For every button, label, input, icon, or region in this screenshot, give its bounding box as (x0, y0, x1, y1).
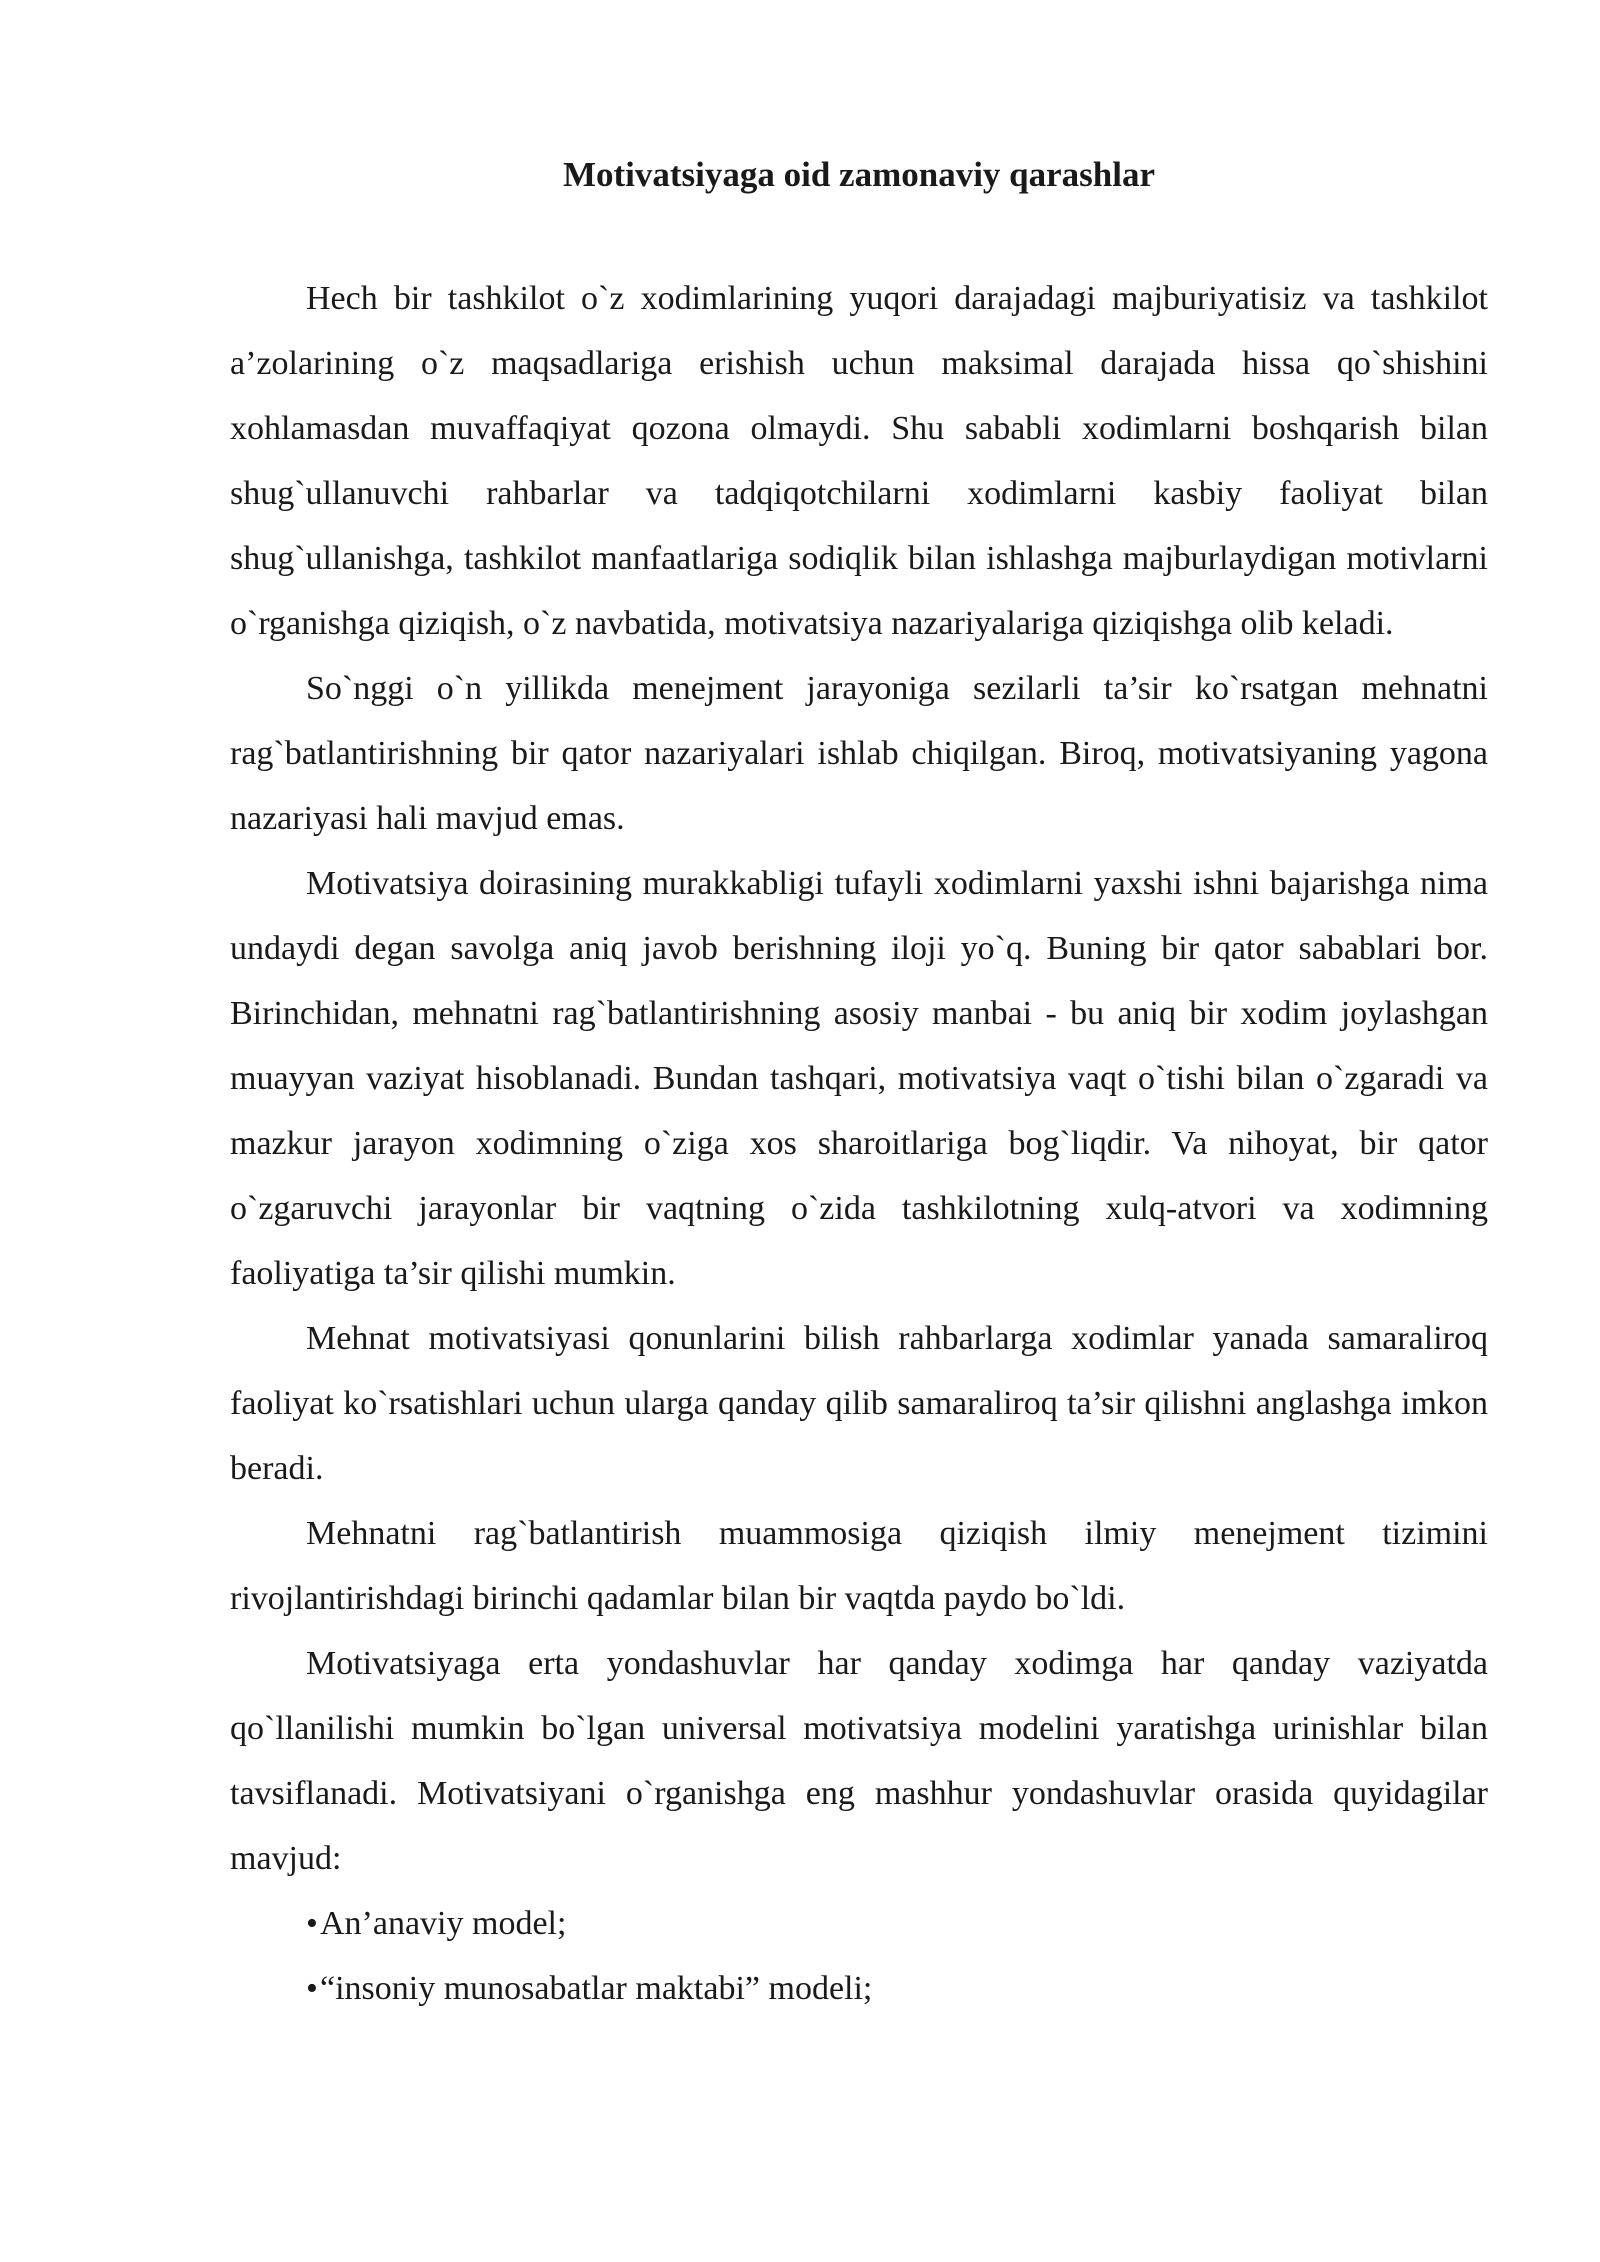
paragraph-6: Motivatsiyaga erta yondashuvlar har qanday xodimga har qanday vaziyatda qo`llanilishi mumkin bo`lgan universal motivatsiya modelini yaratishga urinishlar bilan tavsiflanadi. Motivatsiyani o`rganishga eng mashhur yondashuvlar orasida quyidagilar mavjud: (230, 1645, 1488, 1877)
bullet-icon: • (306, 1970, 318, 2007)
paragraph-5: Mehnatni rag`batlantirish muammosiga qiziqish ilmiy menejment tizimini rivojlantirishdagi birinchi qadamlar bilan bir vaqtda paydo bo`ldi. (230, 1515, 1488, 1617)
paragraph-2: So`nggi o`n yillikda menejment jarayoniga sezilarli ta’sir ko`rsatgan mehnatni rag`batlantirishning bir qator nazariyalari ishlab chiqilgan. Biroq, motivatsiyaning yagona nazariyasi hali mavjud emas. (230, 670, 1488, 837)
bullet-icon: • (306, 1905, 318, 1942)
bullet-item-text: An’anaviy model; (320, 1905, 567, 1942)
paragraph-4: Mehnat motivatsiyasi qonunlarini bilish rahbarlarga xodimlar yanada samaraliroq faoliyat ko`rsatishlari uchun ularga qanday qilib samaraliroq ta’sir qilishni anglashga imkon beradi. (230, 1320, 1488, 1487)
document-title: Motivatsiyaga oid zamonaviy qarashlar (562, 155, 1156, 194)
bullet-item-text: “insoniy munosabatlar maktabi” modeli; (320, 1970, 873, 2007)
paragraph-1: Hech bir tashkilot o`z xodimlarining yuqori darajadagi majburiyatisiz va tashkilot a’zolarining o`z maqsadlariga erishish uchun maksimal darajada hissa qo`shishini xohlamasdan muvaffaqiyat qozona olmaydi. Shu sababli xodimlarni boshqarish bilan shug`ullanuvchi rahbarlar va tadqiqotchilarni xodimlarni kasbiy faoliyat bilan shug`ullanishga, tashkilot manfaatlariga sodiqlik bilan ishlashga majburlaydigan motivlarni o`rganishga qiziqish, o`z navbatida, motivatsiya nazariyalariga qiziqishga olib keladi. (230, 280, 1488, 642)
paragraph-3: Motivatsiya doirasining murakkabligi tufayli xodimlarni yaxshi ishni bajarishga nima undaydi degan savolga aniq javob berishning iloji yo`q. Buning bir qator sabablari bor. Birinchidan, mehnatni rag`batlantirishning asosiy manbai - bu aniq bir xodim joylashgan muayyan vaziyat hisoblanadi. Bundan tashqari, motivatsiya vaqt o`tishi bilan o`zgaradi va mazkur jarayon xodimning o`ziga xos sharoitlariga bog`liqdir. Va nihoyat, bir qator o`zgaruvchi jarayonlar bir vaqtning o`zida tashkilotning xulq-atvori va xodimning faoliyatiga ta’sir qilishi mumkin. (230, 865, 1488, 1292)
bullet-item-1 (306, 1891, 1488, 1956)
bullet-list (230, 1891, 1488, 2021)
document-page (230, 150, 1488, 2021)
bullet-item-2 (306, 1956, 1488, 2021)
